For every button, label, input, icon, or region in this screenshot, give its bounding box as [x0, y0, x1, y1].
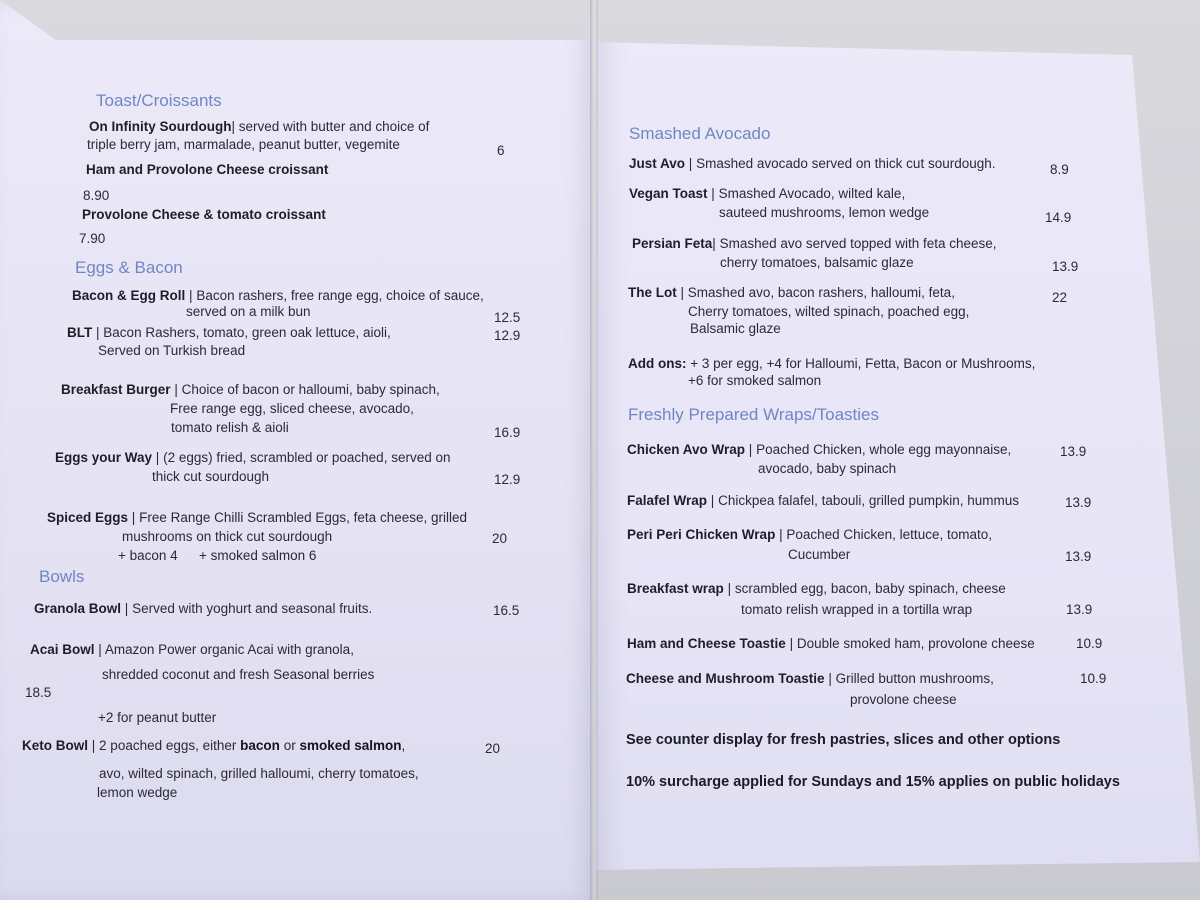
surcharge-note: 10% surcharge applied for Sundays and 15% applies on public holidays: [626, 774, 1120, 790]
menu-item-price: 12.5: [494, 310, 521, 325]
addons-line: Add ons: + 3 per egg, +4 for Halloumi, Fetta, Bacon or Mushrooms,: [628, 356, 1036, 371]
menu-item-desc: provolone cheese: [850, 692, 957, 707]
menu-item-desc: triple berry jam, marmalade, peanut butter, vegemite: [87, 137, 400, 152]
menu-item-price: 12.9: [494, 328, 521, 343]
section-heading-eggs: Eggs & Bacon: [75, 258, 183, 277]
menu-item-desc: Cucumber: [788, 547, 851, 562]
menu-item-falafel-wrap: Falafel Wrap | Chickpea falafel, tabouli, grilled pumpkin, hummus: [627, 493, 1019, 508]
menu-item-cheese-mushroom-toastie: Cheese and Mushroom Toastie | Grilled button mushrooms,: [626, 671, 994, 686]
menu-item-desc: shredded coconut and fresh Seasonal berries: [102, 667, 375, 682]
menu-item-price: 6: [497, 143, 505, 158]
menu-item-the-lot: The Lot | Smashed avo, bacon rashers, halloumi, feta,: [628, 285, 955, 300]
menu-item-blt: BLT | Bacon Rashers, tomato, green oak lettuce, aioli,: [67, 325, 391, 340]
menu-item-price: 8.90: [83, 188, 110, 203]
menu-item-breakfast-burger: Breakfast Burger | Choice of bacon or halloumi, baby spinach,: [61, 382, 440, 397]
menu-item-desc: Cherry tomatoes, wilted spinach, poached egg,: [688, 304, 970, 319]
menu-item-desc: tomato relish & aioli: [171, 420, 289, 435]
menu-item-price: 13.9: [1065, 495, 1092, 510]
menu-item-eggs-your-way: Eggs your Way | (2 eggs) fried, scrambled or poached, served on: [55, 450, 451, 465]
menu-item-desc: Free range egg, sliced cheese, avocado,: [170, 401, 414, 416]
menu-item-ham-croissant: Ham and Provolone Cheese croissant: [86, 162, 329, 177]
menu-item-sourdough: On Infinity Sourdough| served with butter and choice of: [89, 119, 430, 134]
menu-item-vegan-toast: Vegan Toast | Smashed Avocado, wilted kale,: [629, 186, 906, 201]
menu-item-breakfast-wrap: Breakfast wrap | scrambled egg, bacon, baby spinach, cheese: [627, 581, 1006, 596]
menu-item-price: 7.90: [79, 231, 106, 246]
menu-item-addon: + smoked salmon 6: [199, 548, 317, 563]
menu-item-price: 10.9: [1080, 671, 1107, 686]
menu-item-spiced-eggs: Spiced Eggs | Free Range Chilli Scrambled Eggs, feta cheese, grilled: [47, 510, 467, 525]
counter-note: See counter display for fresh pastries, slices and other options: [626, 732, 1061, 748]
menu-item-desc: Balsamic glaze: [690, 321, 781, 336]
menu-item-price: 13.9: [1060, 444, 1087, 459]
menu-item-granola-bowl: Granola Bowl | Served with yoghurt and seasonal fruits.: [34, 601, 373, 616]
menu-item-price: 20: [492, 531, 508, 546]
menu-item-price: 8.9: [1050, 162, 1069, 177]
page-fold: [590, 0, 598, 900]
menu-item-just-avo: Just Avo | Smashed avocado served on thick cut sourdough.: [629, 156, 996, 171]
section-heading-bowls: Bowls: [39, 567, 85, 586]
menu-item-chicken-avo-wrap: Chicken Avo Wrap | Poached Chicken, whole egg mayonnaise,: [627, 442, 1012, 457]
menu-item-ham-cheese-toastie: Ham and Cheese Toastie | Double smoked ham, provolone cheese: [627, 636, 1035, 651]
menu-item-desc: avo, wilted spinach, grilled halloumi, cherry tomatoes,: [99, 766, 419, 781]
menu-item-price: 16.5: [493, 603, 520, 618]
menu-item-bacon-egg-roll: Bacon & Egg Roll | Bacon rashers, free range egg, choice of sauce,: [72, 288, 484, 303]
menu-item-price: 12.9: [494, 472, 521, 487]
section-heading-avocado: Smashed Avocado: [629, 124, 771, 143]
menu-item-keto-bowl: Keto Bowl | 2 poached eggs, either bacon or smoked salmon,: [22, 738, 406, 753]
addons-line: +6 for smoked salmon: [688, 373, 822, 388]
menu-item-price: 10.9: [1076, 636, 1103, 651]
menu-item-peri-peri-wrap: Peri Peri Chicken Wrap | Poached Chicken, lettuce, tomato,: [627, 527, 992, 542]
menu-item-desc: lemon wedge: [97, 785, 178, 800]
menu-item-tomato-croissant: Provolone Cheese & tomato croissant: [82, 207, 326, 222]
menu-item-desc: Served on Turkish bread: [98, 343, 246, 358]
menu-item-price: 13.9: [1066, 602, 1093, 617]
menu-item-price: 18.5: [25, 685, 52, 700]
menu-item-addon: + bacon 4: [118, 548, 178, 563]
section-heading-wraps: Freshly Prepared Wraps/Toasties: [628, 405, 880, 424]
menu-item-price: 13.9: [1065, 549, 1092, 564]
menu-item-desc: thick cut sourdough: [152, 469, 270, 484]
menu-item-price: 13.9: [1052, 259, 1079, 274]
menu-item-price: 22: [1052, 290, 1068, 305]
menu-item-addon: +2 for peanut butter: [98, 710, 217, 725]
menu-item-persian-feta: Persian Feta| Smashed avo served topped with feta cheese,: [632, 236, 997, 251]
menu-item-desc: avocado, baby spinach: [758, 461, 897, 476]
menu-item-price: 20: [485, 741, 501, 756]
menu-item-price: 16.9: [494, 425, 521, 440]
menu-item-desc: tomato relish wrapped in a tortilla wrap: [741, 602, 973, 617]
menu-item-desc: cherry tomatoes, balsamic glaze: [720, 255, 914, 270]
menu-item-price: 14.9: [1045, 210, 1072, 225]
menu-item-acai-bowl: Acai Bowl | Amazon Power organic Acai with granola,: [30, 642, 354, 657]
menu-item-desc: served on a milk bun: [186, 304, 311, 319]
section-heading-toast: Toast/Croissants: [96, 91, 222, 110]
menu-item-desc: mushrooms on thick cut sourdough: [122, 529, 333, 544]
menu-item-desc: sauteed mushrooms, lemon wedge: [719, 205, 930, 220]
